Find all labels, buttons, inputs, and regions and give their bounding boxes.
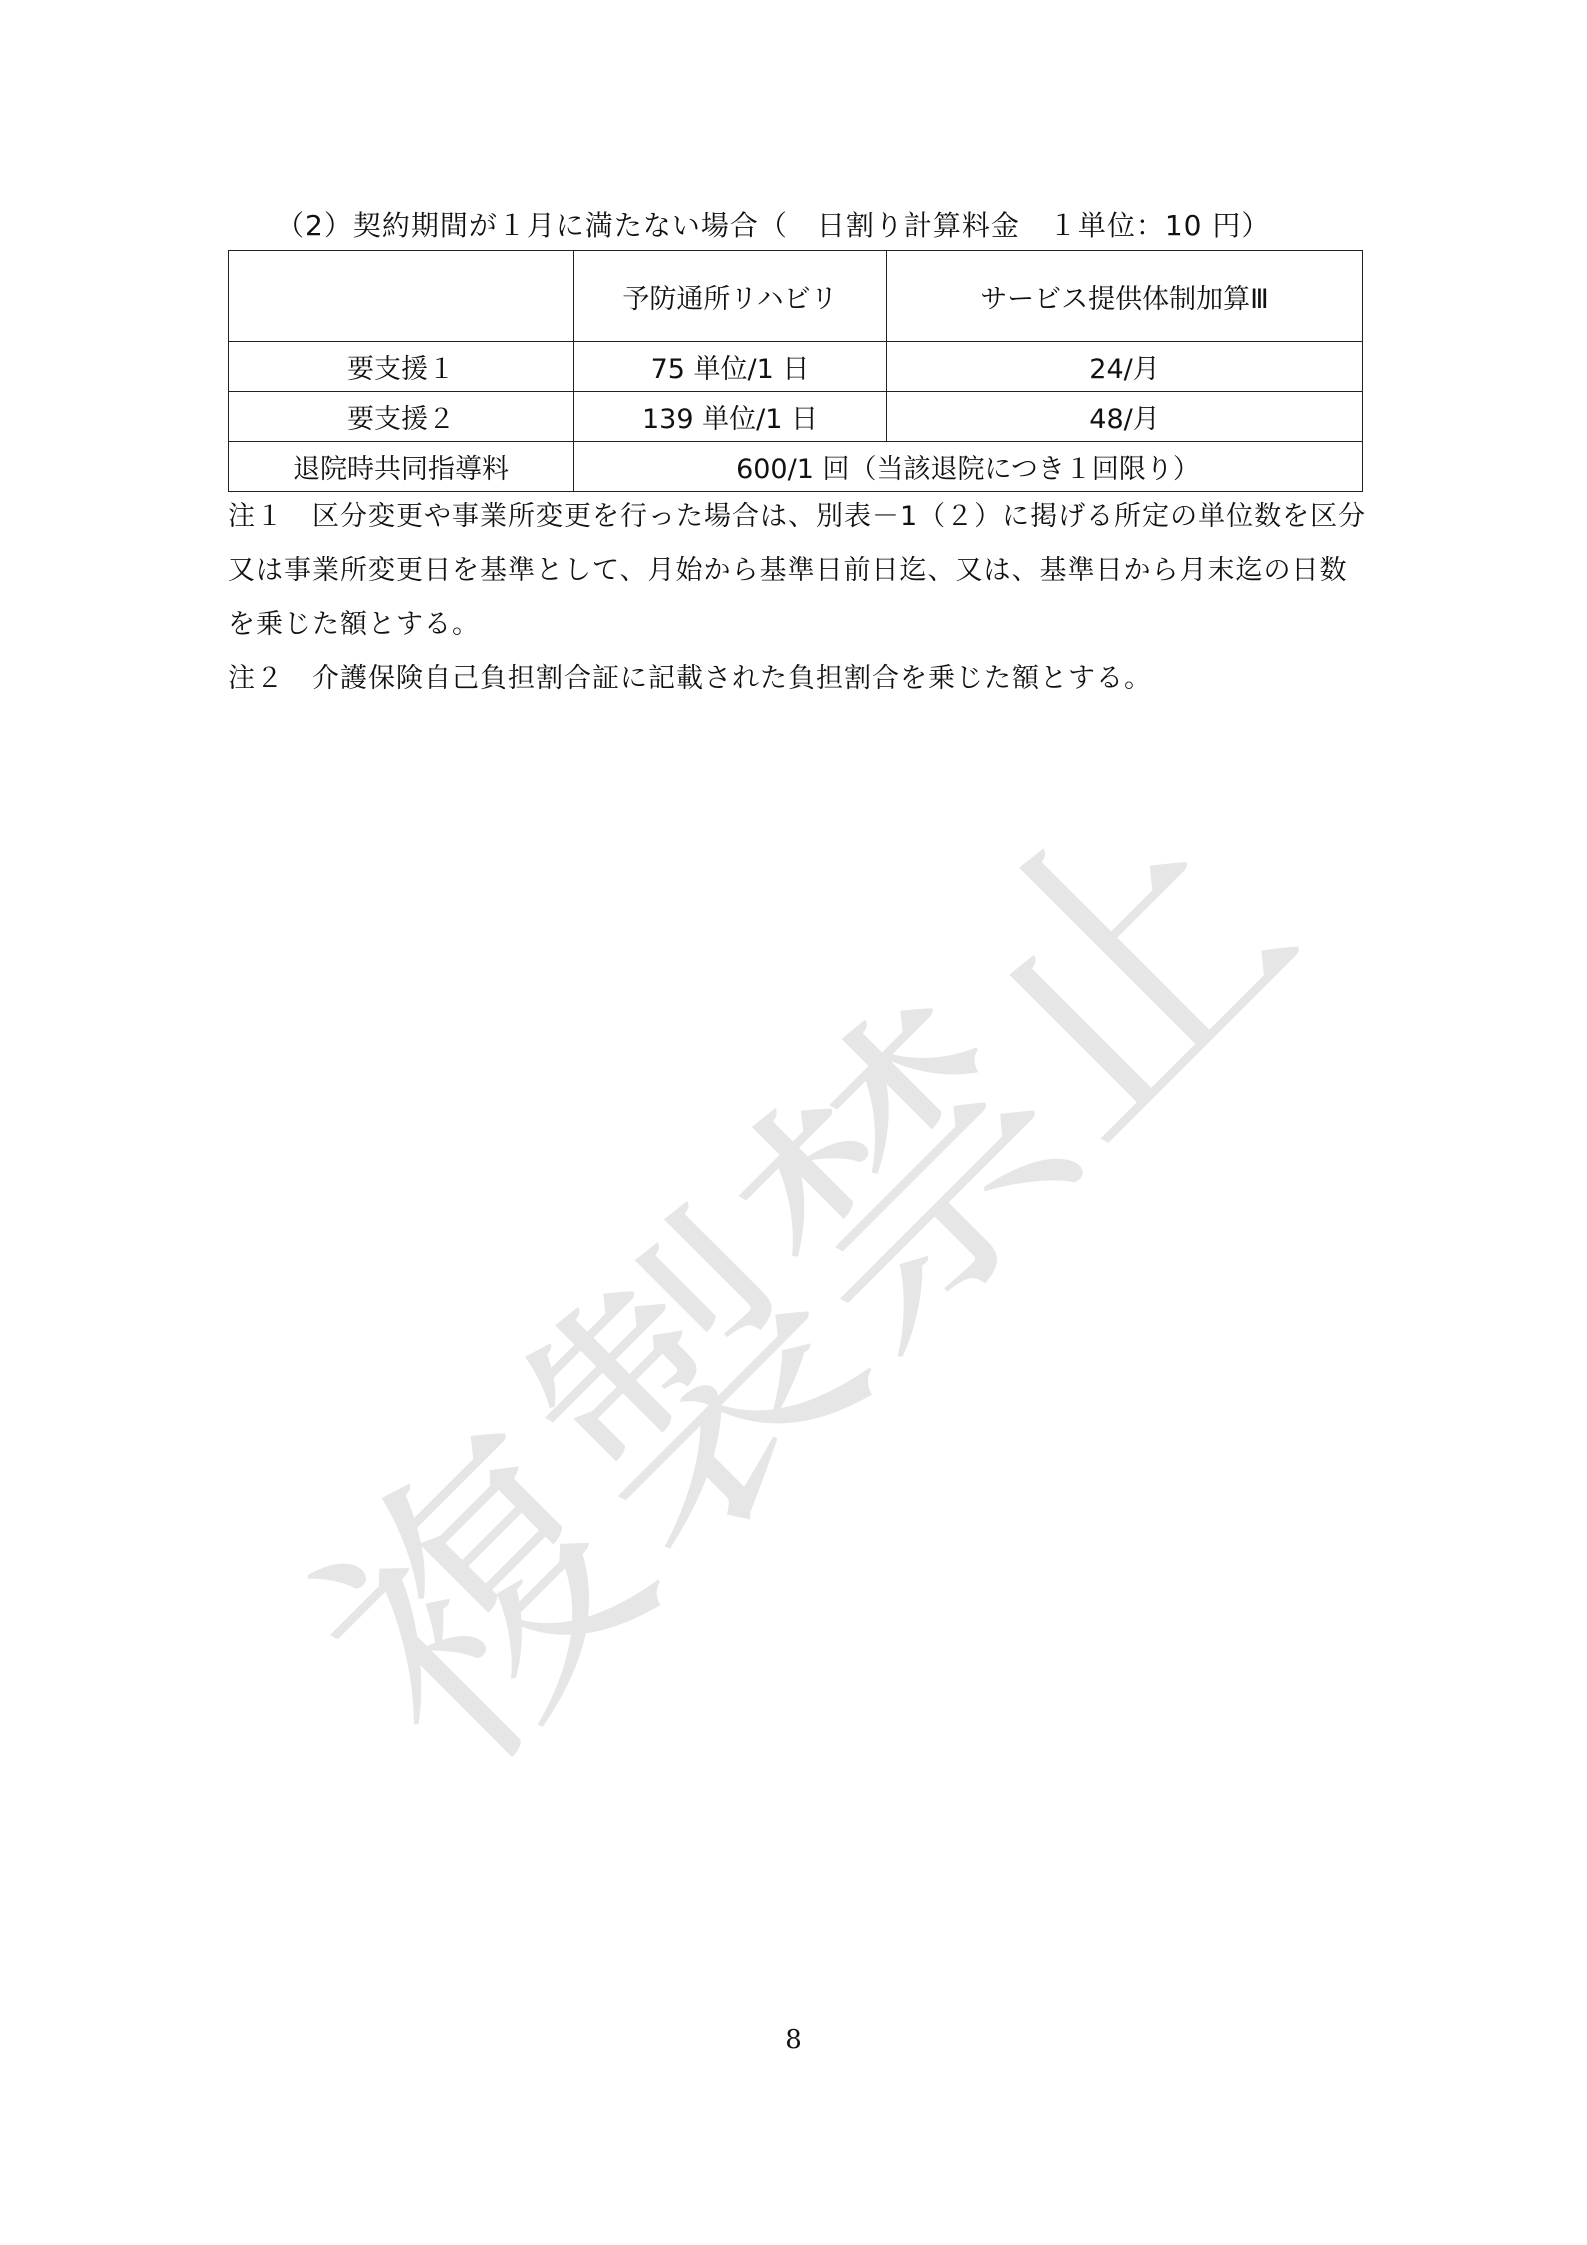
row-label: 要支援２ [229, 392, 574, 442]
header-cell-empty [229, 251, 574, 342]
row-addition: 48/月 [887, 392, 1363, 442]
note-1: 注１ 区分変更や事業所変更を行った場合は、別表－1（２）に掲げる所定の単位数を区分又は事業所変更日を基準として、月始から基準日前日迄、又は、基準日から月末迄の日数を乗じた額とする。 [228, 501, 1367, 640]
watermark-text: 複製禁止 [257, 737, 1353, 1833]
discharge-value: 600/1 回（当該退院につき１回限り） [574, 442, 1363, 492]
header-cell-service: 予防通所リハビリ [574, 251, 887, 342]
row-unit: 75 単位/1 日 [574, 342, 887, 392]
row-addition: 24/月 [887, 342, 1363, 392]
row-unit: 139 単位/1 日 [574, 392, 887, 442]
page-number: 8 [785, 2025, 802, 2055]
fee-table [228, 250, 1363, 492]
header-cell-addition: サービス提供体制加算Ⅲ [887, 251, 1363, 342]
table-row [229, 342, 1363, 392]
table-row-discharge [229, 442, 1363, 492]
row-label: 要支援１ [229, 342, 574, 392]
table-row [229, 392, 1363, 442]
note-2: 注２ 介護保険自己負担割合証に記載された負担割合を乗じた額とする。 [228, 663, 1152, 694]
table-header-row [229, 251, 1363, 342]
section-heading: （2）契約期間が１月に満たない場合（ 日割り計算料金 １単位：10 円） [276, 209, 1271, 242]
notes [228, 490, 1368, 706]
row-label: 退院時共同指導料 [229, 442, 574, 492]
